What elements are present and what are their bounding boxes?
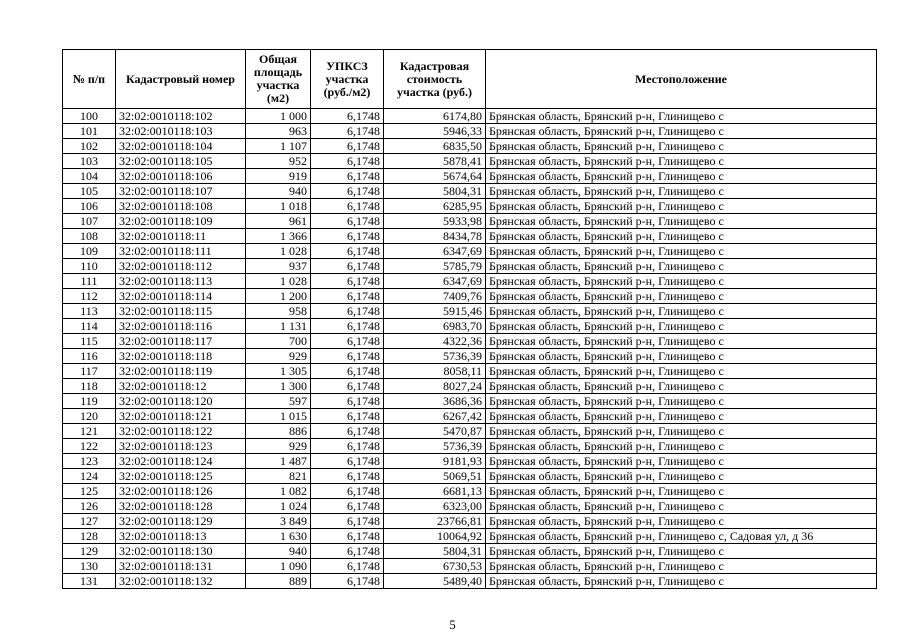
- header-num: № п/п: [63, 50, 116, 109]
- cell-area: 1 024: [246, 499, 311, 514]
- header-upksz: УПКСЗ участка (руб./м2): [311, 50, 384, 109]
- cell-location: Брянская область, Брянский р-н, Глинищево с: [486, 319, 877, 334]
- cell-num: 129: [63, 544, 116, 559]
- cell-num: 120: [63, 409, 116, 424]
- cell-upksz: 6,1748: [311, 289, 384, 304]
- cell-upksz: 6,1748: [311, 259, 384, 274]
- header-cadastral-cost: Кадастровая стоимость участка (руб.): [384, 50, 486, 109]
- cell-area: 1 000: [246, 109, 311, 124]
- table-row: [63, 409, 877, 424]
- cell-cadastral-cost: 6730,53: [384, 559, 486, 574]
- table-row: [63, 199, 877, 214]
- cell-cadastral-number: 32:02:0010118:117: [116, 334, 246, 349]
- cell-location: Брянская область, Брянский р-н, Глинищево с: [486, 229, 877, 244]
- cell-cadastral-number: 32:02:0010118:116: [116, 319, 246, 334]
- cell-area: 961: [246, 214, 311, 229]
- table-row: [63, 394, 877, 409]
- cell-cadastral-number: 32:02:0010118:129: [116, 514, 246, 529]
- cell-cadastral-cost: 6174,80: [384, 109, 486, 124]
- cell-cadastral-cost: 6835,50: [384, 139, 486, 154]
- table-row: [63, 109, 877, 124]
- cell-num: 107: [63, 214, 116, 229]
- cell-area: 3 849: [246, 514, 311, 529]
- cell-cadastral-number: 32:02:0010118:124: [116, 454, 246, 469]
- cell-cadastral-cost: 5804,31: [384, 184, 486, 199]
- cell-upksz: 6,1748: [311, 229, 384, 244]
- cell-upksz: 6,1748: [311, 424, 384, 439]
- cell-cadastral-number: 32:02:0010118:131: [116, 559, 246, 574]
- cell-area: 1 630: [246, 529, 311, 544]
- cell-location: Брянская область, Брянский р-н, Глинищево с: [486, 469, 877, 484]
- cell-cadastral-cost: 5736,39: [384, 349, 486, 364]
- cell-cadastral-cost: 6347,69: [384, 244, 486, 259]
- cell-cadastral-cost: 5946,33: [384, 124, 486, 139]
- cell-area: 937: [246, 259, 311, 274]
- cell-cadastral-number: 32:02:0010118:120: [116, 394, 246, 409]
- cell-location: Брянская область, Брянский р-н, Глинищево с: [486, 409, 877, 424]
- cell-num: 108: [63, 229, 116, 244]
- cell-upksz: 6,1748: [311, 439, 384, 454]
- cell-cadastral-cost: 3686,36: [384, 394, 486, 409]
- cell-num: 101: [63, 124, 116, 139]
- cell-location: Брянская область, Брянский р-н, Глинищево с: [486, 559, 877, 574]
- cell-num: 116: [63, 349, 116, 364]
- cell-location: Брянская область, Брянский р-н, Глинищево с: [486, 439, 877, 454]
- cell-cadastral-cost: 5915,46: [384, 304, 486, 319]
- cell-num: 115: [63, 334, 116, 349]
- cell-num: 102: [63, 139, 116, 154]
- cell-location: Брянская область, Брянский р-н, Глинищево с: [486, 484, 877, 499]
- cell-num: 117: [63, 364, 116, 379]
- cell-cadastral-cost: 5470,87: [384, 424, 486, 439]
- cell-upksz: 6,1748: [311, 154, 384, 169]
- cell-cadastral-number: 32:02:0010118:122: [116, 424, 246, 439]
- cell-location: Брянская область, Брянский р-н, Глинищево с: [486, 424, 877, 439]
- cell-upksz: 6,1748: [311, 139, 384, 154]
- cell-area: 1 028: [246, 274, 311, 289]
- cell-upksz: 6,1748: [311, 184, 384, 199]
- cell-cadastral-cost: 6983,70: [384, 319, 486, 334]
- cell-num: 100: [63, 109, 116, 124]
- cell-area: 1 082: [246, 484, 311, 499]
- cell-upksz: 6,1748: [311, 559, 384, 574]
- cell-num: 114: [63, 319, 116, 334]
- cell-cadastral-number: 32:02:0010118:108: [116, 199, 246, 214]
- table-row: [63, 304, 877, 319]
- table-row: [63, 469, 877, 484]
- cell-num: 112: [63, 289, 116, 304]
- cell-location: Брянская область, Брянский р-н, Глинищево с: [486, 394, 877, 409]
- cell-num: 131: [63, 574, 116, 589]
- cell-area: 1 131: [246, 319, 311, 334]
- cell-area: 958: [246, 304, 311, 319]
- cell-cadastral-cost: 6347,69: [384, 274, 486, 289]
- cell-cadastral-number: 32:02:0010118:103: [116, 124, 246, 139]
- cell-upksz: 6,1748: [311, 409, 384, 424]
- cell-cadastral-number: 32:02:0010118:13: [116, 529, 246, 544]
- cell-location: Брянская область, Брянский р-н, Глинищево с: [486, 199, 877, 214]
- cell-cadastral-number: 32:02:0010118:118: [116, 349, 246, 364]
- cell-num: 110: [63, 259, 116, 274]
- cell-area: 1 300: [246, 379, 311, 394]
- cell-upksz: 6,1748: [311, 379, 384, 394]
- cell-upksz: 6,1748: [311, 499, 384, 514]
- cell-location: Брянская область, Брянский р-н, Глинищево с: [486, 514, 877, 529]
- cadastral-table: [62, 49, 877, 589]
- table-row: [63, 184, 877, 199]
- table-header-row: [63, 50, 877, 109]
- cell-upksz: 6,1748: [311, 319, 384, 334]
- table-row: [63, 529, 877, 544]
- cell-area: 821: [246, 469, 311, 484]
- cell-location: Брянская область, Брянский р-н, Глинищево с: [486, 364, 877, 379]
- cell-cadastral-cost: 6681,13: [384, 484, 486, 499]
- cell-location: Брянская область, Брянский р-н, Глинищево с, Садовая ул, д 36: [486, 529, 877, 544]
- table-row: [63, 169, 877, 184]
- cell-num: 121: [63, 424, 116, 439]
- cell-area: 1 305: [246, 364, 311, 379]
- cell-location: Брянская область, Брянский р-н, Глинищево с: [486, 574, 877, 589]
- cell-cadastral-number: 32:02:0010118:130: [116, 544, 246, 559]
- cell-num: 104: [63, 169, 116, 184]
- cell-cadastral-cost: 5674,64: [384, 169, 486, 184]
- cell-num: 123: [63, 454, 116, 469]
- cell-cadastral-cost: 4322,36: [384, 334, 486, 349]
- cell-num: 125: [63, 484, 116, 499]
- cell-cadastral-number: 32:02:0010118:102: [116, 109, 246, 124]
- cell-upksz: 6,1748: [311, 169, 384, 184]
- cell-cadastral-number: 32:02:0010118:112: [116, 259, 246, 274]
- cell-area: 929: [246, 349, 311, 364]
- cell-upksz: 6,1748: [311, 529, 384, 544]
- cell-cadastral-cost: 5736,39: [384, 439, 486, 454]
- cell-location: Брянская область, Брянский р-н, Глинищево с: [486, 349, 877, 364]
- cell-cadastral-cost: 5069,51: [384, 469, 486, 484]
- cell-upksz: 6,1748: [311, 214, 384, 229]
- table-row: [63, 349, 877, 364]
- cell-num: 103: [63, 154, 116, 169]
- cell-cadastral-cost: 8027,24: [384, 379, 486, 394]
- cell-cadastral-cost: 5804,31: [384, 544, 486, 559]
- cell-area: 1 107: [246, 139, 311, 154]
- cell-cadastral-number: 32:02:0010118:12: [116, 379, 246, 394]
- cell-upksz: 6,1748: [311, 334, 384, 349]
- cell-cadastral-cost: 6285,95: [384, 199, 486, 214]
- header-area: Общая площадь участка (м2): [246, 50, 311, 109]
- table-row: [63, 439, 877, 454]
- cell-location: Брянская область, Брянский р-н, Глинищево с: [486, 259, 877, 274]
- cell-cadastral-cost: 8058,11: [384, 364, 486, 379]
- cell-location: Брянская область, Брянский р-н, Глинищево с: [486, 544, 877, 559]
- table-row: [63, 319, 877, 334]
- cell-cadastral-cost: 7409,76: [384, 289, 486, 304]
- cell-cadastral-number: 32:02:0010118:11: [116, 229, 246, 244]
- cell-location: Брянская область, Брянский р-н, Глинищево с: [486, 379, 877, 394]
- cell-area: 1 028: [246, 244, 311, 259]
- cell-upksz: 6,1748: [311, 304, 384, 319]
- cell-cadastral-number: 32:02:0010118:111: [116, 244, 246, 259]
- cell-upksz: 6,1748: [311, 274, 384, 289]
- table-row: [63, 544, 877, 559]
- cell-cadastral-cost: 8434,78: [384, 229, 486, 244]
- table-row: [63, 274, 877, 289]
- cell-cadastral-number: 32:02:0010118:109: [116, 214, 246, 229]
- table-row: [63, 334, 877, 349]
- cell-cadastral-number: 32:02:0010118:105: [116, 154, 246, 169]
- cell-area: 1 018: [246, 199, 311, 214]
- cell-area: 963: [246, 124, 311, 139]
- cell-location: Брянская область, Брянский р-н, Глинищево с: [486, 289, 877, 304]
- table-row: [63, 574, 877, 589]
- table-row: [63, 514, 877, 529]
- cell-location: Брянская область, Брянский р-н, Глинищево с: [486, 274, 877, 289]
- cell-upksz: 6,1748: [311, 244, 384, 259]
- cell-upksz: 6,1748: [311, 514, 384, 529]
- cell-num: 128: [63, 529, 116, 544]
- cell-upksz: 6,1748: [311, 364, 384, 379]
- cell-cadastral-cost: 5878,41: [384, 154, 486, 169]
- cell-upksz: 6,1748: [311, 199, 384, 214]
- cell-area: 889: [246, 574, 311, 589]
- cell-location: Брянская область, Брянский р-н, Глинищево с: [486, 124, 877, 139]
- table-row: [63, 124, 877, 139]
- cell-upksz: 6,1748: [311, 574, 384, 589]
- cell-area: 919: [246, 169, 311, 184]
- table-row: [63, 454, 877, 469]
- cell-area: 700: [246, 334, 311, 349]
- table-row: [63, 214, 877, 229]
- cell-num: 113: [63, 304, 116, 319]
- cell-cadastral-number: 32:02:0010118:121: [116, 409, 246, 424]
- table-row: [63, 139, 877, 154]
- table-row: [63, 499, 877, 514]
- cell-cadastral-cost: 5933,98: [384, 214, 486, 229]
- cell-location: Брянская область, Брянский р-н, Глинищево с: [486, 334, 877, 349]
- cell-area: 929: [246, 439, 311, 454]
- cell-area: 1 366: [246, 229, 311, 244]
- cell-cadastral-number: 32:02:0010118:125: [116, 469, 246, 484]
- table-row: [63, 244, 877, 259]
- cell-area: 1 015: [246, 409, 311, 424]
- table-row: [63, 559, 877, 574]
- cell-upksz: 6,1748: [311, 469, 384, 484]
- header-cadastral-number: Кадастровый номер: [116, 50, 246, 109]
- cell-area: 940: [246, 184, 311, 199]
- cell-upksz: 6,1748: [311, 544, 384, 559]
- cell-num: 127: [63, 514, 116, 529]
- cell-cadastral-number: 32:02:0010118:107: [116, 184, 246, 199]
- cell-cadastral-cost: 5489,40: [384, 574, 486, 589]
- cell-num: 130: [63, 559, 116, 574]
- table-body: [63, 109, 877, 589]
- cell-area: 1 487: [246, 454, 311, 469]
- cell-cadastral-number: 32:02:0010118:132: [116, 574, 246, 589]
- cell-upksz: 6,1748: [311, 394, 384, 409]
- cell-num: 111: [63, 274, 116, 289]
- cell-location: Брянская область, Брянский р-н, Глинищево с: [486, 214, 877, 229]
- table-row: [63, 259, 877, 274]
- cell-upksz: 6,1748: [311, 124, 384, 139]
- cell-area: 597: [246, 394, 311, 409]
- cell-num: 119: [63, 394, 116, 409]
- table-row: [63, 154, 877, 169]
- cell-cadastral-number: 32:02:0010118:115: [116, 304, 246, 319]
- cell-upksz: 6,1748: [311, 109, 384, 124]
- cell-upksz: 6,1748: [311, 349, 384, 364]
- cell-location: Брянская область, Брянский р-н, Глинищево с: [486, 184, 877, 199]
- table-row: [63, 229, 877, 244]
- cell-cadastral-number: 32:02:0010118:119: [116, 364, 246, 379]
- cell-location: Брянская область, Брянский р-н, Глинищево с: [486, 169, 877, 184]
- cell-cadastral-number: 32:02:0010118:123: [116, 439, 246, 454]
- cell-location: Брянская область, Брянский р-н, Глинищево с: [486, 154, 877, 169]
- cell-location: Брянская область, Брянский р-н, Глинищево с: [486, 499, 877, 514]
- cell-area: 940: [246, 544, 311, 559]
- cell-cadastral-number: 32:02:0010118:104: [116, 139, 246, 154]
- cell-location: Брянская область, Брянский р-н, Глинищево с: [486, 304, 877, 319]
- cell-num: 118: [63, 379, 116, 394]
- cell-area: 886: [246, 424, 311, 439]
- cell-num: 126: [63, 499, 116, 514]
- cell-cadastral-number: 32:02:0010118:113: [116, 274, 246, 289]
- cell-cadastral-number: 32:02:0010118:126: [116, 484, 246, 499]
- table-row: [63, 379, 877, 394]
- table-row: [63, 364, 877, 379]
- page-number: 5: [449, 617, 456, 632]
- cell-num: 124: [63, 469, 116, 484]
- cell-cadastral-cost: 5785,79: [384, 259, 486, 274]
- table-row: [63, 289, 877, 304]
- cell-num: 106: [63, 199, 116, 214]
- cell-cadastral-cost: 23766,81: [384, 514, 486, 529]
- cell-upksz: 6,1748: [311, 454, 384, 469]
- cell-location: Брянская область, Брянский р-н, Глинищево с: [486, 109, 877, 124]
- cell-cadastral-number: 32:02:0010118:128: [116, 499, 246, 514]
- cell-num: 109: [63, 244, 116, 259]
- cell-location: Брянская область, Брянский р-н, Глинищево с: [486, 139, 877, 154]
- cell-cadastral-cost: 6323,00: [384, 499, 486, 514]
- header-location: Местоположение: [486, 50, 877, 109]
- cell-area: 1 200: [246, 289, 311, 304]
- cell-cadastral-cost: 6267,42: [384, 409, 486, 424]
- cell-cadastral-number: 32:02:0010118:114: [116, 289, 246, 304]
- table-row: [63, 484, 877, 499]
- table-row: [63, 424, 877, 439]
- cell-num: 122: [63, 439, 116, 454]
- cell-location: Брянская область, Брянский р-н, Глинищево с: [486, 244, 877, 259]
- cell-cadastral-cost: 9181,93: [384, 454, 486, 469]
- cell-area: 1 090: [246, 559, 311, 574]
- cell-cadastral-number: 32:02:0010118:106: [116, 169, 246, 184]
- cell-area: 952: [246, 154, 311, 169]
- cell-cadastral-cost: 10064,92: [384, 529, 486, 544]
- cell-location: Брянская область, Брянский р-н, Глинищево с: [486, 454, 877, 469]
- cell-upksz: 6,1748: [311, 484, 384, 499]
- cell-num: 105: [63, 184, 116, 199]
